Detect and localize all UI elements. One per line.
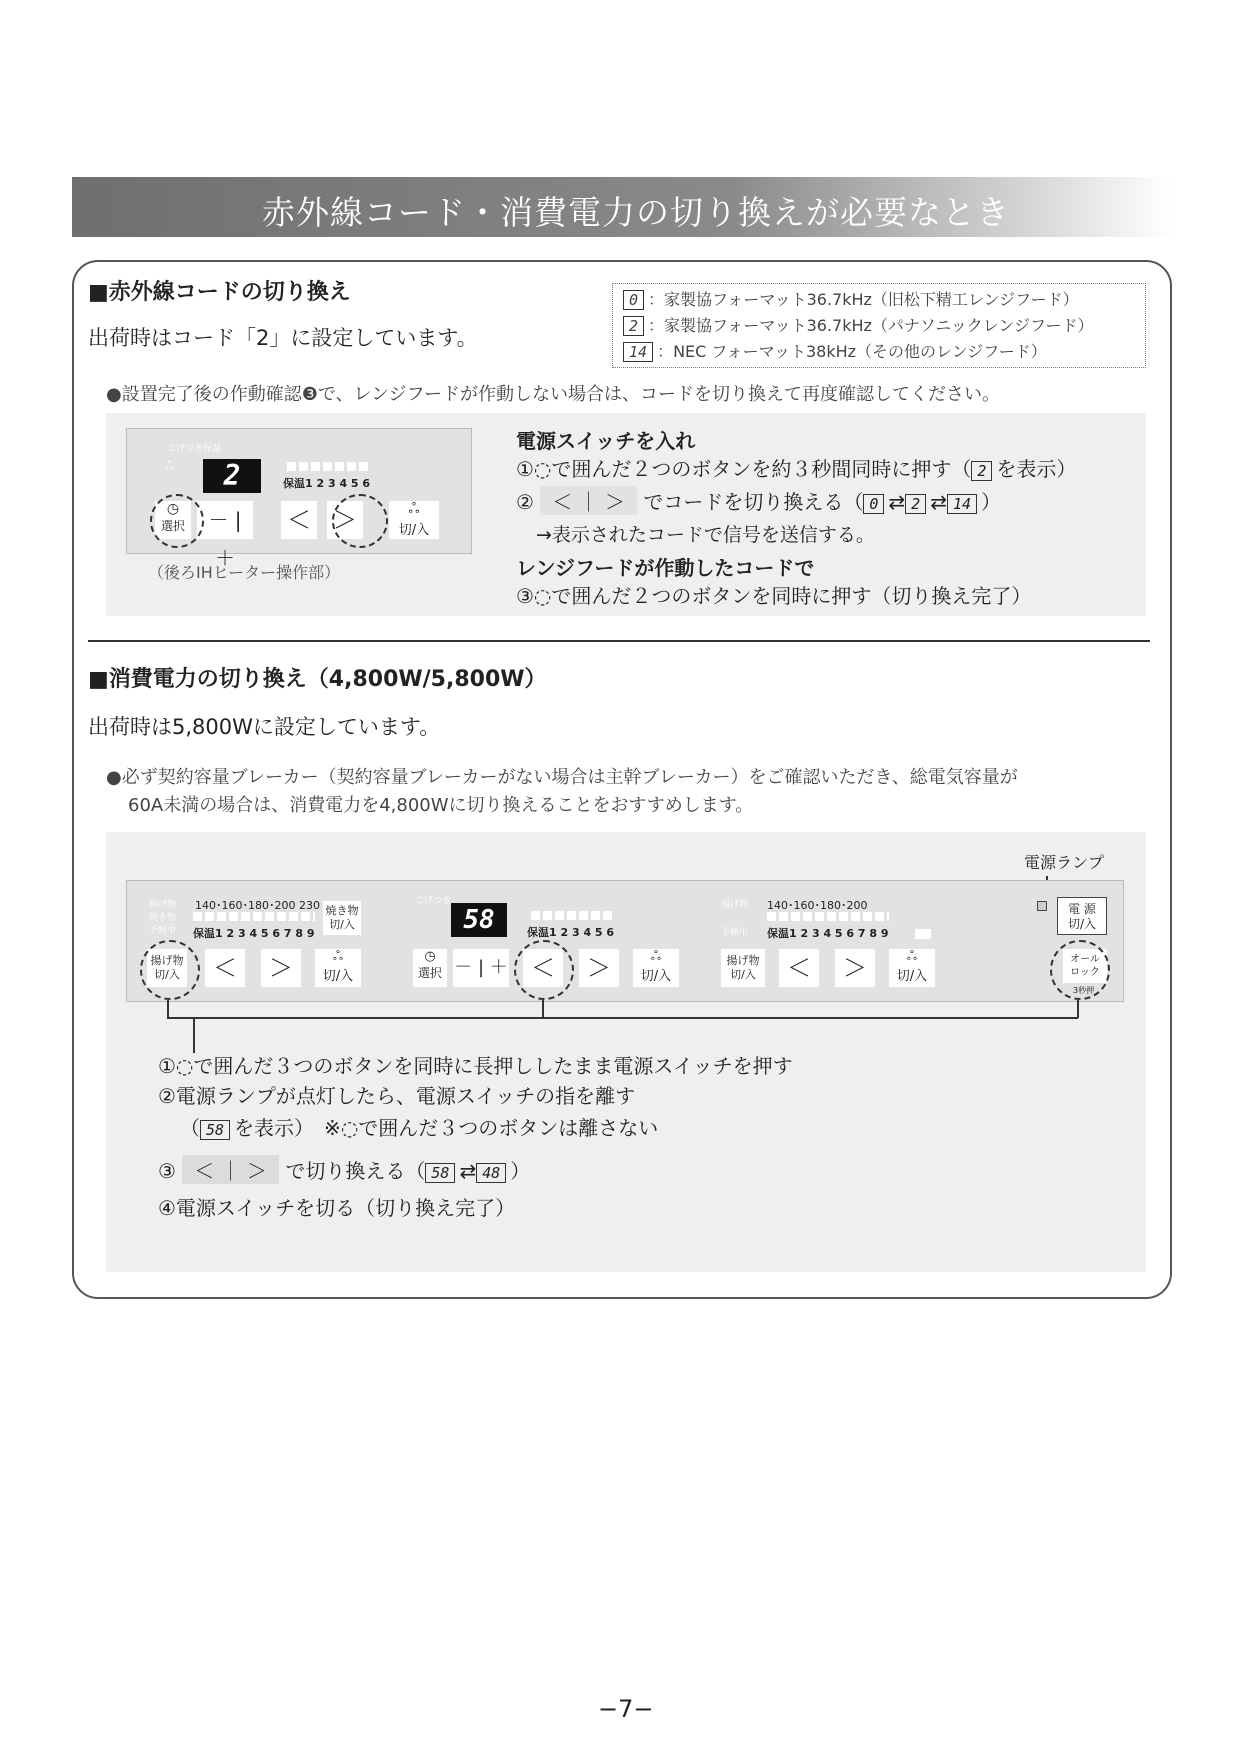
fan-small-icon: ஃ <box>165 459 174 472</box>
fan-toggle-label: 切/入 <box>322 969 354 984</box>
side-label: 予熱中 <box>149 926 177 936</box>
left-arrow-button-center[interactable]: ＜ <box>523 949 563 987</box>
step-hood-code: レンジフードが作動したコードで <box>516 556 815 580</box>
section2-step-3-text: で切り換える（ <box>285 1159 426 1183</box>
level-indicator-bars <box>193 912 315 921</box>
code-display: 0 <box>623 290 644 310</box>
section1-bullet: ●設置完了後の作動確認❸で、レンジフードが作動しない場合は、コードを切り換えて再度確認してください。 <box>106 384 1001 405</box>
right-arrow-button[interactable]: ＞ <box>835 949 875 987</box>
power-display-panel: 58 <box>451 903 507 937</box>
timer-select-button[interactable] <box>413 949 447 987</box>
temp-scale: 140･160･180･200 230 <box>195 899 320 912</box>
level-scale: 保温1 2 3 4 5 6 7 8 9 <box>767 927 889 940</box>
level-indicator-bars <box>531 911 615 920</box>
fan-toggle-label: 切/入 <box>896 969 928 984</box>
cooktop-control-panel <box>126 880 1124 1002</box>
level-indicator-bars <box>767 912 889 921</box>
step-2-note: →表示されたコードで信号を送信する。 <box>536 524 875 546</box>
fan-icon: ஃ <box>906 949 918 964</box>
section1-shipping-note: 出荷時はコード「2」に設定しています。 <box>88 326 478 350</box>
highlight-circle-lock <box>1050 940 1110 1000</box>
scorch-label: こげつき <box>167 444 204 454</box>
arrow-buttons-graphic: ＜ ｜ ＞ <box>182 1155 279 1184</box>
grill-toggle-button[interactable]: 焼き物 切/入 <box>323 901 361 935</box>
section2-step-2-note <box>180 1112 658 1141</box>
code-display: 2 <box>905 494 926 514</box>
step-3: ③◌で囲んだ２つのボタンを同時に押す（切り換え完了） <box>516 584 1032 608</box>
code-legend-row <box>623 339 1047 362</box>
fan-toggle-label: 切/入 <box>640 969 672 984</box>
code-label: ：家製協フォーマット36.7kHz（旧松下精工レンジフード） <box>648 290 1079 309</box>
timer-select-label: 選択 <box>160 519 185 533</box>
code-display: 58 <box>425 1163 455 1183</box>
section2-bullet-line2: 60A未満の場合は、消費電力を4,800Wに切り換えることをおすすめします。 <box>128 795 754 816</box>
fan-toggle-button[interactable] <box>633 949 679 987</box>
right-arrow-button[interactable]: ＞ <box>327 501 363 539</box>
step-2-text: でコードを切り換える（ <box>643 490 864 514</box>
lock-sub-label: 3秒押 <box>1073 986 1095 995</box>
highlight-circle-timer <box>150 494 204 548</box>
section2-shipping-note: 出荷時は5,800Wに設定しています。 <box>88 715 441 739</box>
code-legend-row <box>623 313 1094 336</box>
section2-heading: ■消費電力の切り換え（4,800W/5,800W） <box>88 667 547 692</box>
step-3-number: ③ <box>158 1159 176 1183</box>
step-1-text: ①◌で囲んだ２つのボタンを約３秒間同時に押す（ <box>516 457 972 481</box>
section-divider <box>88 640 1150 642</box>
fry-toggle-button-left[interactable]: 揚げ物 切/入 <box>147 949 187 987</box>
code-label: ：家製協フォーマット36.7kHz（パナソニックレンジフード） <box>648 316 1094 335</box>
code-display: 0 <box>863 494 884 514</box>
side-label: 揚げ物 <box>149 900 177 910</box>
section1-heading: ■赤外線コードの切り換え <box>88 280 351 305</box>
right-arrow-button[interactable]: ＞ <box>579 949 619 987</box>
code-display-panel: 2 <box>203 459 261 493</box>
right-arrow-button[interactable]: ＞ <box>261 949 301 987</box>
power-switch-button[interactable]: 電 源 切/入 <box>1057 897 1107 935</box>
code-display: 14 <box>623 342 653 362</box>
section2-bullet-line1: ●必ず契約容量ブレーカー（契約容量ブレーカーがない場合は主幹ブレーカー）をご確認いただき、総電気容量が <box>106 767 1018 788</box>
title-banner <box>72 177 1172 237</box>
step-1-end: を表示） <box>996 457 1077 481</box>
bracket-leader <box>193 1017 195 1053</box>
step-1 <box>516 453 1076 482</box>
section2-step-2-note-text: を表示） ※◌で囲んだ３つのボタンは離さない <box>234 1116 659 1140</box>
level-scale: 保温1 2 3 4 5 6 7 8 9 <box>193 927 315 940</box>
clock-icon: ◷ <box>424 949 436 964</box>
fry-toggle-button-right[interactable]: 揚げ物 切/入 <box>721 949 765 987</box>
code-display: 58 <box>200 1120 230 1140</box>
code-display: 2 <box>623 316 644 336</box>
fan-toggle-button[interactable] <box>315 949 361 987</box>
warm-label: 保温 <box>203 444 222 454</box>
fan-icon: ஃ <box>332 949 344 964</box>
minus-plus-button[interactable]: － | ＋ <box>453 949 509 987</box>
side-label: 予熱中 <box>721 928 749 938</box>
code-display: 2 <box>971 461 992 481</box>
panel-caption: （後ろIHヒーター操作部） <box>148 563 341 582</box>
step-3-end: ） <box>510 1159 531 1183</box>
step-power-on: 電源スイッチを入れ <box>516 429 696 453</box>
fan-icon: ஃ <box>408 501 420 517</box>
minus-plus-button[interactable]: － | ＋ <box>197 501 253 539</box>
bracket-bar <box>167 1017 1078 1019</box>
step-2: ② ＜ ｜ ＞ でコードを切り換える（ 0 ⇄ 2 ⇄ 14 ） <box>516 486 1001 515</box>
fan-toggle-button[interactable] <box>889 949 935 987</box>
code-legend <box>612 283 1146 368</box>
fan-icon: ஃ <box>650 949 662 964</box>
temp-scale: 140･160･180･200 <box>767 899 868 912</box>
paren-open: （ <box>180 1116 200 1140</box>
section2-step-1: ①◌で囲んだ３つのボタンを同時に長押ししたまま電源スイッチを押す <box>158 1054 793 1078</box>
step-2-number: ② <box>516 490 534 514</box>
page-number: −7− <box>598 1695 654 1723</box>
page-title: 赤外線コード・消費電力の切り換えが必要なとき <box>262 193 1010 232</box>
bracket-tick <box>167 1000 169 1018</box>
left-arrow-button[interactable]: ＜ <box>281 501 317 539</box>
highlight-circle-left-arrow <box>514 940 574 1000</box>
timer-select-label: 選択 <box>417 966 442 980</box>
code-label: ：NEC フォーマット38kHz（その他のレンジフード） <box>657 342 1047 361</box>
clock-icon: ◷ <box>166 501 180 517</box>
code-display: 14 <box>947 494 977 514</box>
bracket-tick <box>1077 1000 1079 1018</box>
power-lamp <box>1037 901 1047 911</box>
section2-step-4: ④電源スイッチを切る（切り換え完了） <box>158 1196 516 1220</box>
left-arrow-button[interactable]: ＜ <box>205 949 245 987</box>
fan-toggle-label: 切/入 <box>398 523 430 538</box>
step-2-end: ） <box>981 490 1002 514</box>
highlight-circle-fry <box>140 940 200 1000</box>
highlight-circle-right <box>332 494 388 548</box>
left-arrow-button[interactable]: ＜ <box>779 949 819 987</box>
indicator-light <box>915 929 931 939</box>
level-scale: 保温1 2 3 4 5 6 <box>283 477 371 490</box>
side-label: 揚げ物 <box>721 900 749 910</box>
level-scale: 保温1 2 3 4 5 6 <box>527 926 615 939</box>
section2-step-2: ②電源ランプが点灯したら、電源スイッチの指を離す <box>158 1084 636 1108</box>
section2-step-3: ③ ＜ ｜ ＞ で切り換える（ 58 ⇄ 48 ） <box>158 1155 530 1184</box>
power-lamp-label: 電源ランプ <box>1024 853 1105 872</box>
fan-toggle-button[interactable] <box>389 501 439 539</box>
all-lock-button[interactable]: オール ロック <box>1063 949 1107 983</box>
code-display: 48 <box>476 1163 506 1183</box>
scorch-label: こげつき <box>415 896 452 906</box>
arrow-buttons-graphic: ＜ ｜ ＞ <box>540 486 637 515</box>
level-indicator-bars <box>287 462 371 471</box>
code-legend-row <box>623 287 1079 310</box>
bracket-tick <box>542 1000 544 1018</box>
side-label: 焼き物 <box>149 913 177 923</box>
